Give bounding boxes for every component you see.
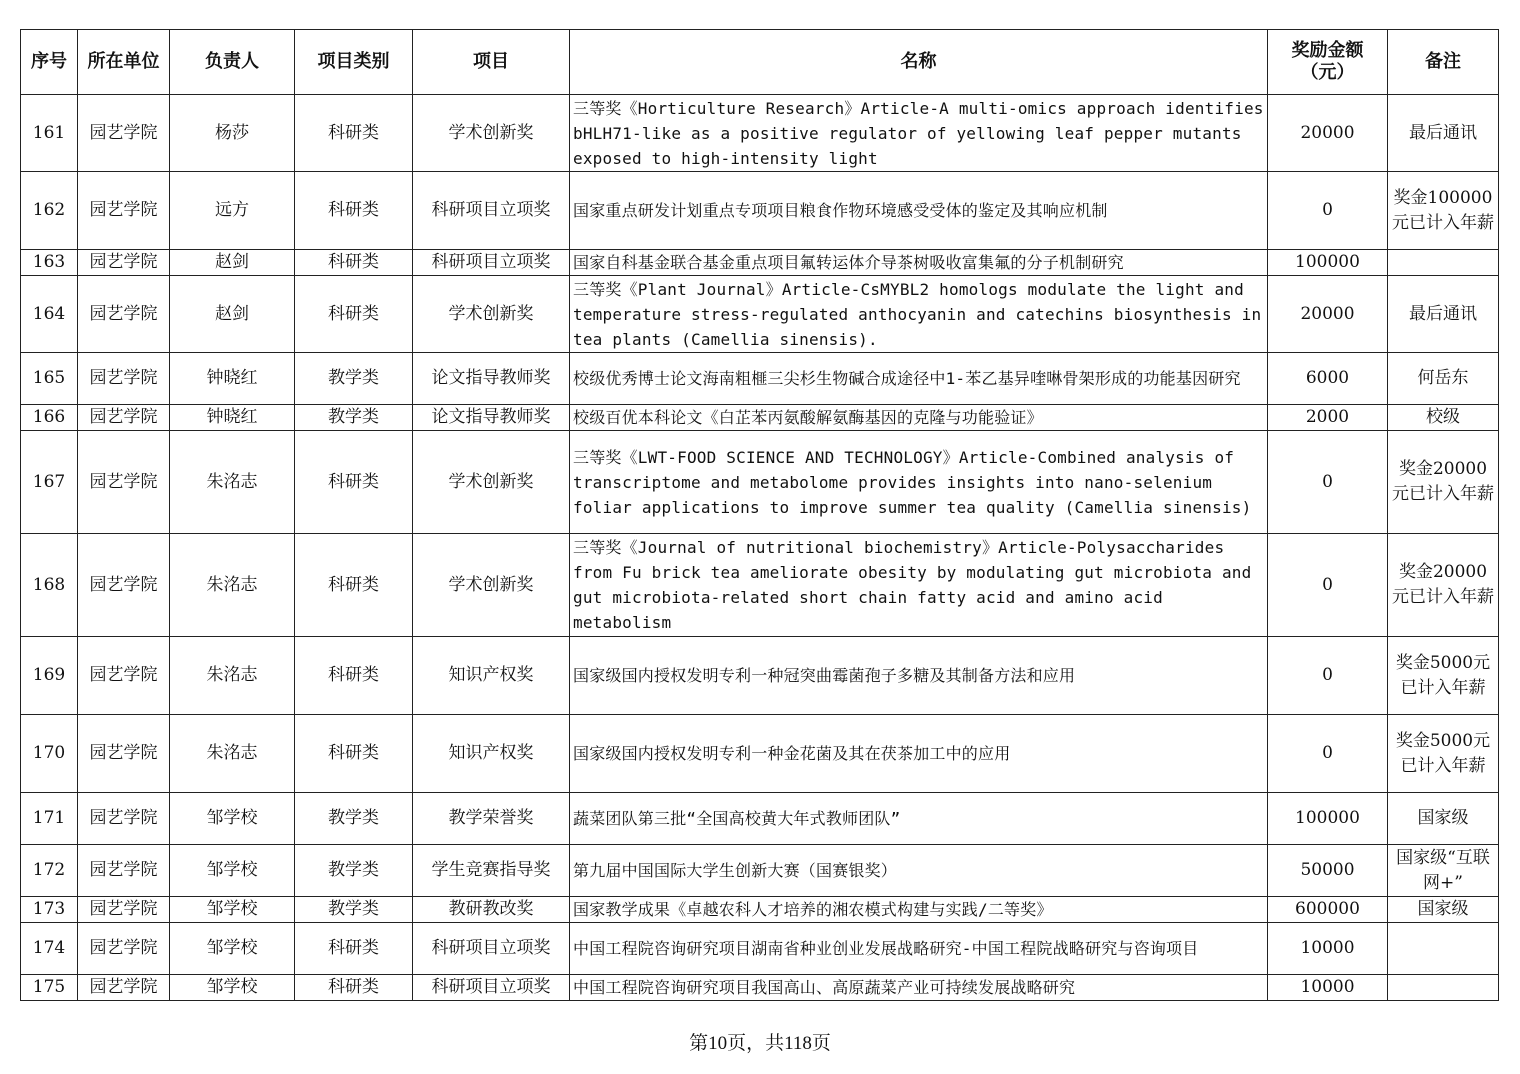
header-unit: 所在单位 <box>78 30 170 95</box>
table-header-row <box>21 30 1499 95</box>
cell-name: 蔬菜团队第三批“全国高校黄大年式教师团队” <box>570 793 1268 845</box>
cell-amount: 10000 <box>1268 975 1388 1001</box>
cell-amount: 0 <box>1268 637 1388 715</box>
cell-amount: 0 <box>1268 172 1388 250</box>
cell-leader: 杨莎 <box>170 95 295 172</box>
header-seq: 序号 <box>21 30 78 95</box>
cell-leader: 朱洺志 <box>170 534 295 637</box>
cell-leader: 朱洺志 <box>170 431 295 534</box>
cell-item: 学术创新奖 <box>413 95 570 172</box>
cell-name: 国家重点研发计划重点专项项目粮食作物环境感受受体的鉴定及其响应机制 <box>570 172 1268 250</box>
cell-leader: 邹学校 <box>170 923 295 975</box>
cell-remark: 校级 <box>1388 405 1499 431</box>
cell-unit: 园艺学院 <box>78 405 170 431</box>
cell-seq: 161 <box>21 95 78 172</box>
cell-leader: 钟晓红 <box>170 405 295 431</box>
cell-amount: 2000 <box>1268 405 1388 431</box>
cell-seq: 165 <box>21 353 78 405</box>
cell-category: 科研类 <box>295 250 413 276</box>
header-amount: 奖励金额（元） <box>1268 30 1388 95</box>
cell-category: 科研类 <box>295 276 413 353</box>
table-row <box>21 276 1499 353</box>
cell-leader: 赵剑 <box>170 250 295 276</box>
cell-name: 第九届中国国际大学生创新大赛（国赛银奖） <box>570 845 1268 897</box>
header-leader: 负责人 <box>170 30 295 95</box>
table-row <box>21 534 1499 637</box>
cell-remark: 奖金5000元已计入年薪 <box>1388 637 1499 715</box>
cell-item: 知识产权奖 <box>413 715 570 793</box>
header-remark: 备注 <box>1388 30 1499 95</box>
cell-remark <box>1388 923 1499 975</box>
cell-leader: 赵剑 <box>170 276 295 353</box>
table-row <box>21 95 1499 172</box>
cell-name: 国家自科基金联合基金重点项目氟转运体介导茶树吸收富集氟的分子机制研究 <box>570 250 1268 276</box>
cell-seq: 162 <box>21 172 78 250</box>
cell-name: 中国工程院咨询研究项目我国高山、高原蔬菜产业可持续发展战略研究 <box>570 975 1268 1001</box>
cell-remark: 奖金20000元已计入年薪 <box>1388 534 1499 637</box>
cell-remark: 何岳东 <box>1388 353 1499 405</box>
cell-category: 教学类 <box>295 845 413 897</box>
table-row <box>21 923 1499 975</box>
cell-unit: 园艺学院 <box>78 715 170 793</box>
cell-amount: 0 <box>1268 431 1388 534</box>
cell-category: 科研类 <box>295 172 413 250</box>
cell-seq: 168 <box>21 534 78 637</box>
cell-unit: 园艺学院 <box>78 172 170 250</box>
cell-item: 学术创新奖 <box>413 431 570 534</box>
cell-leader: 钟晓红 <box>170 353 295 405</box>
cell-unit: 园艺学院 <box>78 845 170 897</box>
cell-amount: 50000 <box>1268 845 1388 897</box>
cell-leader: 远方 <box>170 172 295 250</box>
cell-seq: 166 <box>21 405 78 431</box>
cell-category: 教学类 <box>295 793 413 845</box>
cell-unit: 园艺学院 <box>78 353 170 405</box>
cell-category: 科研类 <box>295 923 413 975</box>
table-row <box>21 793 1499 845</box>
cell-seq: 175 <box>21 975 78 1001</box>
header-item: 项目 <box>413 30 570 95</box>
cell-item: 学术创新奖 <box>413 534 570 637</box>
table-row <box>21 845 1499 897</box>
cell-item: 科研项目立项奖 <box>413 172 570 250</box>
cell-seq: 170 <box>21 715 78 793</box>
table-row <box>21 715 1499 793</box>
cell-unit: 园艺学院 <box>78 431 170 534</box>
cell-item: 教研教改奖 <box>413 897 570 923</box>
table-row <box>21 637 1499 715</box>
table-body <box>21 95 1499 1001</box>
cell-amount: 0 <box>1268 715 1388 793</box>
cell-category: 教学类 <box>295 897 413 923</box>
cell-remark: 国家级“互联网+” <box>1388 845 1499 897</box>
cell-item: 论文指导教师奖 <box>413 405 570 431</box>
cell-leader: 朱洺志 <box>170 715 295 793</box>
cell-item: 学生竞赛指导奖 <box>413 845 570 897</box>
cell-unit: 园艺学院 <box>78 637 170 715</box>
cell-remark: 国家级 <box>1388 793 1499 845</box>
cell-category: 教学类 <box>295 353 413 405</box>
table-row <box>21 353 1499 405</box>
header-category: 项目类别 <box>295 30 413 95</box>
cell-remark <box>1388 250 1499 276</box>
cell-amount: 100000 <box>1268 250 1388 276</box>
cell-unit: 园艺学院 <box>78 534 170 637</box>
cell-name: 校级百优本科论文《白芷苯丙氨酸解氨酶基因的克隆与功能验证》 <box>570 405 1268 431</box>
cell-item: 学术创新奖 <box>413 276 570 353</box>
cell-item: 知识产权奖 <box>413 637 570 715</box>
cell-category: 科研类 <box>295 431 413 534</box>
cell-name: 国家教学成果《卓越农科人才培养的湘农模式构建与实践/二等奖》 <box>570 897 1268 923</box>
cell-item: 科研项目立项奖 <box>413 250 570 276</box>
cell-name: 国家级国内授权发明专利一种冠突曲霉菌孢子多糖及其制备方法和应用 <box>570 637 1268 715</box>
cell-seq: 163 <box>21 250 78 276</box>
cell-category: 教学类 <box>295 405 413 431</box>
cell-category: 科研类 <box>295 975 413 1001</box>
document-page <box>20 29 1498 1001</box>
cell-unit: 园艺学院 <box>78 250 170 276</box>
cell-amount: 10000 <box>1268 923 1388 975</box>
cell-name: 国家级国内授权发明专利一种金花菌及其在茯茶加工中的应用 <box>570 715 1268 793</box>
cell-category: 科研类 <box>295 715 413 793</box>
cell-amount: 0 <box>1268 534 1388 637</box>
page-footer: 第10页，共118页 <box>689 1033 831 1054</box>
cell-name: 三等奖《Journal of nutritional biochemistry》Article-Polysaccharides from Fu brick tea ameliorate obesity by modulating gut microbiota and gut microbiota-related short chain fatty acid and amino acid metabolism <box>570 534 1268 637</box>
table-row <box>21 431 1499 534</box>
table-row <box>21 975 1499 1001</box>
cell-leader: 邹学校 <box>170 793 295 845</box>
cell-seq: 171 <box>21 793 78 845</box>
cell-seq: 169 <box>21 637 78 715</box>
table-row <box>21 405 1499 431</box>
cell-unit: 园艺学院 <box>78 793 170 845</box>
cell-unit: 园艺学院 <box>78 897 170 923</box>
header-name: 名称 <box>570 30 1268 95</box>
cell-seq: 172 <box>21 845 78 897</box>
cell-category: 科研类 <box>295 534 413 637</box>
table-row <box>21 250 1499 276</box>
cell-item: 论文指导教师奖 <box>413 353 570 405</box>
cell-remark: 最后通讯 <box>1388 95 1499 172</box>
cell-seq: 167 <box>21 431 78 534</box>
cell-unit: 园艺学院 <box>78 975 170 1001</box>
cell-name: 三等奖《Horticulture Research》Article-A multi-omics approach identifies bHLH71-like as a positive regulator of yellowing leaf pepper mutants exposed to high-intensity light <box>570 95 1268 172</box>
cell-seq: 164 <box>21 276 78 353</box>
cell-remark: 奖金5000元已计入年薪 <box>1388 715 1499 793</box>
awards-table <box>20 29 1499 1001</box>
cell-unit: 园艺学院 <box>78 276 170 353</box>
cell-remark: 最后通讯 <box>1388 276 1499 353</box>
cell-name: 校级优秀博士论文海南粗榧三尖杉生物碱合成途径中1-苯乙基异喹啉骨架形成的功能基因研究 <box>570 353 1268 405</box>
cell-amount: 20000 <box>1268 276 1388 353</box>
cell-remark: 国家级 <box>1388 897 1499 923</box>
table-row <box>21 897 1499 923</box>
cell-amount: 100000 <box>1268 793 1388 845</box>
cell-leader: 邹学校 <box>170 845 295 897</box>
cell-category: 科研类 <box>295 637 413 715</box>
cell-leader: 朱洺志 <box>170 637 295 715</box>
cell-seq: 174 <box>21 923 78 975</box>
cell-name: 三等奖《LWT-FOOD SCIENCE AND TECHNOLOGY》Article-Combined analysis of transcriptome and metabolome provides insights into nano-selenium foliar applications to improve summer tea quality (Camellia sinensis) <box>570 431 1268 534</box>
cell-leader: 邹学校 <box>170 975 295 1001</box>
cell-remark <box>1388 975 1499 1001</box>
cell-seq: 173 <box>21 897 78 923</box>
cell-item: 科研项目立项奖 <box>413 975 570 1001</box>
cell-category: 科研类 <box>295 95 413 172</box>
cell-unit: 园艺学院 <box>78 95 170 172</box>
cell-item: 科研项目立项奖 <box>413 923 570 975</box>
cell-name: 中国工程院咨询研究项目湖南省种业创业发展战略研究-中国工程院战略研究与咨询项目 <box>570 923 1268 975</box>
cell-amount: 20000 <box>1268 95 1388 172</box>
cell-remark: 奖金20000元已计入年薪 <box>1388 431 1499 534</box>
cell-name: 三等奖《Plant Journal》Article-CsMYBL2 homologs modulate the light and temperature stress-regulated anthocyanin and catechins biosynthesis in tea plants (Camellia sinensis). <box>570 276 1268 353</box>
table-row <box>21 172 1499 250</box>
cell-unit: 园艺学院 <box>78 923 170 975</box>
cell-amount: 6000 <box>1268 353 1388 405</box>
cell-remark: 奖金100000元已计入年薪 <box>1388 172 1499 250</box>
cell-item: 教学荣誉奖 <box>413 793 570 845</box>
cell-leader: 邹学校 <box>170 897 295 923</box>
cell-amount: 600000 <box>1268 897 1388 923</box>
